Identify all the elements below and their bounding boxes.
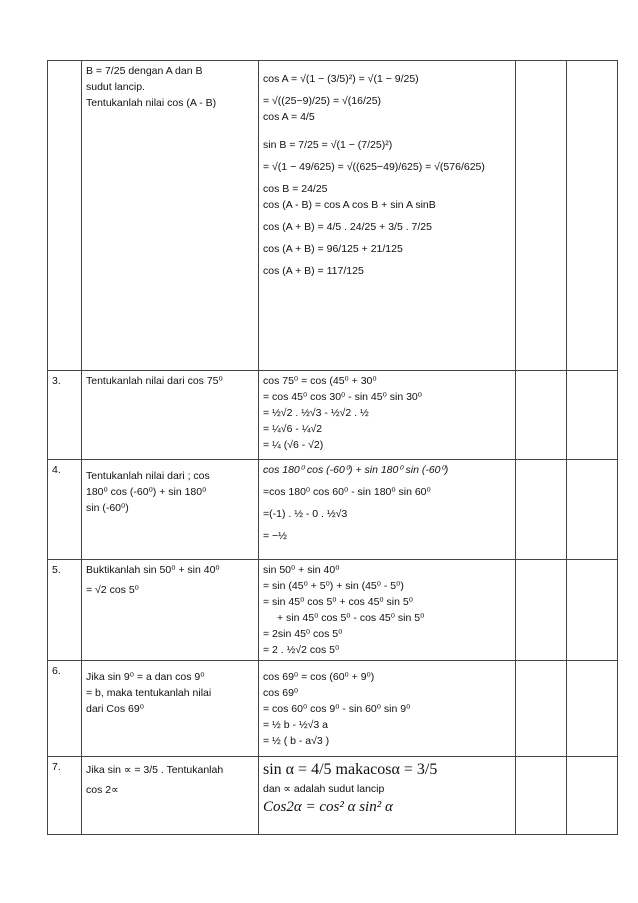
- empty-cell: [516, 371, 567, 460]
- empty-cell: [567, 560, 618, 661]
- empty-cell: [516, 460, 567, 560]
- answer-line: = −½: [263, 530, 287, 542]
- answer-line: = ¼√6 - ¼√2: [263, 423, 323, 435]
- question-line: dari Cos 69⁰: [86, 703, 144, 715]
- answer-line: = ½ b - ½√3 a: [263, 719, 329, 731]
- answer-line: = sin 45⁰ cos 5⁰ + cos 45⁰ sin 5⁰: [263, 596, 413, 608]
- answer-line: sin B = 7/25 = √(1 − (7/25)²): [263, 139, 393, 151]
- answer-line: cos A = √(1 − (3/5)²) = √(1 − 9/25): [263, 73, 419, 85]
- answer-line: = cos 60⁰ cos 9⁰ - sin 60⁰ sin 9⁰: [263, 703, 411, 715]
- answer-line: Cos2α = cos² α sin² α: [263, 799, 393, 815]
- answer-line: = sin (45⁰ + 5⁰) + sin (45⁰ - 5⁰): [263, 580, 404, 592]
- table-row: [48, 61, 618, 371]
- empty-cell: [516, 560, 567, 661]
- empty-cell: [567, 661, 618, 757]
- question-line: cos 2∝: [86, 784, 119, 796]
- table-row: [48, 560, 618, 661]
- answer-line: cos (A + B) = 4/5 . 24/25 + 3/5 . 7/25: [263, 221, 432, 233]
- answer-line: = ¼ (√6 - √2): [263, 439, 324, 451]
- empty-cell: [567, 757, 618, 835]
- answer-line: = 2sin 45⁰ cos 5⁰: [263, 628, 343, 640]
- answer-line: = √((25−9)/25) = √(16/25): [263, 95, 382, 107]
- question-cell: [82, 61, 259, 371]
- answer-line: cos 180⁰ cos (-60⁰) + sin 180⁰ sin (-60⁰): [263, 464, 449, 476]
- question-cell: [82, 661, 259, 757]
- solution-table: [47, 60, 618, 835]
- question-line: 180⁰ cos (-60⁰) + sin 180⁰: [86, 486, 207, 498]
- answer-line: = 2 . ½√2 cos 5⁰: [263, 644, 340, 656]
- question-line: Tentukanlah nilai dari cos 75⁰: [86, 375, 223, 387]
- table-row: [48, 460, 618, 560]
- answer-line: sin 50⁰ + sin 40⁰: [263, 564, 340, 576]
- empty-cell: [567, 61, 618, 371]
- answer-line: + sin 45⁰ cos 5⁰ - cos 45⁰ sin 5⁰: [277, 612, 425, 624]
- question-line: Buktikanlah sin 50⁰ + sin 40⁰: [86, 564, 220, 576]
- answer-line: cos 75⁰ = cos (45⁰ + 30⁰: [263, 375, 377, 387]
- answer-line: =cos 180⁰ cos 60⁰ - sin 180⁰ sin 60⁰: [263, 486, 431, 498]
- answer-line: cos (A + B) = 117/125: [263, 265, 364, 277]
- question-line: Jika sin 9⁰ = a dan cos 9⁰: [86, 671, 205, 683]
- answer-line: dan ∝ adalah sudut lancip: [263, 783, 385, 795]
- answer-line: cos B = 24/25: [263, 183, 328, 195]
- row-number: 6.: [48, 661, 82, 757]
- answer-line: cos (A - B) = cos A cos B + sin A sinB: [263, 199, 436, 211]
- row-number: [48, 61, 82, 371]
- question-line: sin (-60⁰): [86, 502, 129, 514]
- question-cell: [82, 460, 259, 560]
- question-line: sudut lancip.: [86, 81, 145, 93]
- empty-cell: [516, 61, 567, 371]
- answer-line: = √(1 − 49/625) = √((625−49)/625) = √(576/625): [263, 161, 485, 173]
- empty-cell: [567, 460, 618, 560]
- answer-line: cos 69⁰ = cos (60⁰ + 9⁰): [263, 671, 375, 683]
- question-line: = b, maka tentukanlah nilai: [86, 687, 212, 699]
- answer-cell: [259, 757, 516, 835]
- table-row: [48, 757, 618, 835]
- answer-cell: [259, 371, 516, 460]
- table-row: [48, 371, 618, 460]
- row-number: 3.: [48, 371, 82, 460]
- answer-line: cos A = 4/5: [263, 111, 315, 123]
- empty-cell: [516, 757, 567, 835]
- answer-line: =(-1) . ½ - 0 . ½√3: [263, 508, 348, 520]
- answer-line: = ½√2 . ½√3 - ½√2 . ½: [263, 407, 369, 419]
- row-number: 7.: [48, 757, 82, 835]
- question-line: Tentukanlah nilai cos (A - B): [86, 97, 217, 109]
- empty-cell: [567, 371, 618, 460]
- answer-line: cos (A + B) = 96/125 + 21/125: [263, 243, 403, 255]
- answer-cell: [259, 560, 516, 661]
- answer-cell: [259, 460, 516, 560]
- answer-cell: [259, 61, 516, 371]
- question-line: = √2 cos 5⁰: [86, 584, 139, 596]
- table-row: [48, 661, 618, 757]
- row-number: 5.: [48, 560, 82, 661]
- question-line: B = 7/25 dengan A dan B: [86, 65, 203, 77]
- answer-line: sin α = 4/5 makacosα = 3/5: [263, 761, 438, 778]
- question-line: Tentukanlah nilai dari ; cos: [86, 470, 210, 482]
- answer-cell: [259, 661, 516, 757]
- row-number: 4.: [48, 460, 82, 560]
- empty-cell: [516, 661, 567, 757]
- question-line: Jika sin ∝ = 3/5 . Tentukanlah: [86, 764, 224, 776]
- answer-line: = ½ ( b - a√3 ): [263, 735, 330, 747]
- question-cell: [82, 757, 259, 835]
- answer-line: = cos 45⁰ cos 30⁰ - sin 45⁰ sin 30⁰: [263, 391, 422, 403]
- question-cell: [82, 371, 259, 460]
- question-cell: [82, 560, 259, 661]
- answer-line: cos 69⁰: [263, 687, 299, 699]
